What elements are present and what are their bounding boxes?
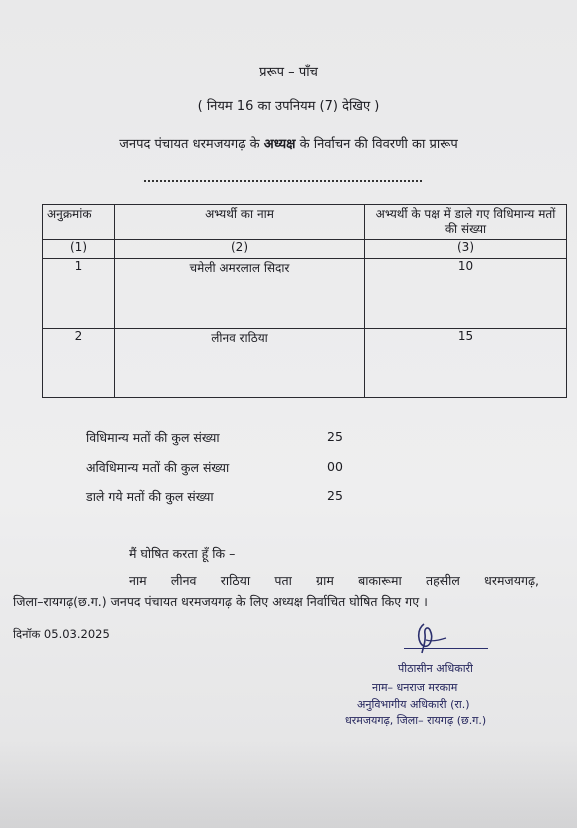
total-invalid-value: 00 [327, 459, 343, 474]
row-candidate: लीनव राठिया [115, 329, 365, 398]
officer-designation: अनुविभागीय अधिकारी (रा.) [357, 698, 470, 711]
row-serial: 1 [43, 259, 115, 329]
total-valid-value: 25 [327, 429, 343, 444]
total-cast-value: 25 [327, 488, 343, 503]
heading-before: जनपद पंचायत धरमजयगढ़ के [119, 137, 260, 152]
colnum-3: (3) [365, 240, 567, 259]
heading-post: अध्यक्ष [263, 137, 296, 152]
total-invalid-label: अविधिमान्य मतों की कुल संख्या [86, 460, 230, 475]
signature [410, 620, 470, 656]
heading-after: के निर्वाचन की विवरणी का प्रारूप [299, 137, 458, 152]
header-serial: अनुक्रमांक [43, 205, 115, 240]
header-votes: अभ्यर्थी के पक्ष में डाले गए विधिमान्य मतों की संख्या [365, 205, 567, 240]
results-table [42, 204, 567, 398]
row-serial: 2 [43, 329, 115, 398]
officer-name: नाम– धनराज मरकाम [372, 681, 458, 694]
declaration-intro: मैं घोषित करता हूँ कि – [129, 546, 236, 561]
rule-reference: ( नियम 16 का उपनियम (7) देखिए ) [197, 99, 380, 114]
form-title: प्ररूप – पाँच [259, 65, 318, 80]
table-row [43, 329, 567, 398]
officer-office: धरमजयगढ़, जिला– रायगढ़ (छ.ग.) [345, 714, 487, 727]
signature-line [404, 648, 488, 649]
row-votes: 15 [365, 329, 567, 398]
header-candidate: अभ्यर्थी का नाम [115, 205, 365, 240]
table-header-row [43, 205, 567, 240]
colnum-2: (2) [115, 240, 365, 259]
document-heading [0, 134, 577, 152]
declaration-line-1: नाम लीनव राठिया पता ग्राम बाकारूमा तहसील धरमजयगढ़, [129, 573, 539, 588]
dotted-line [144, 180, 422, 182]
table-row [43, 259, 567, 329]
total-valid-label: विधिमान्य मतों की कुल संख्या [86, 430, 220, 445]
paper-shadow [0, 740, 577, 828]
table-colnum-row [43, 240, 567, 259]
row-votes: 10 [365, 259, 567, 329]
declaration-date: दिनॉक 05.03.2025 [13, 627, 110, 641]
row-candidate: चमेली अमरलाल सिदार [115, 259, 365, 329]
declaration-line-2: जिला–रायगढ़(छ.ग.) जनपद पंचायत धरमजयगढ़ के लिए अध्यक्ष निर्वाचित घोषित किए गए । [13, 594, 428, 609]
officer-title: पीठासीन अधिकारी [398, 662, 473, 675]
colnum-1: (1) [43, 240, 115, 259]
total-cast-label: डाले गये मतों की कुल संख्या [86, 489, 214, 504]
